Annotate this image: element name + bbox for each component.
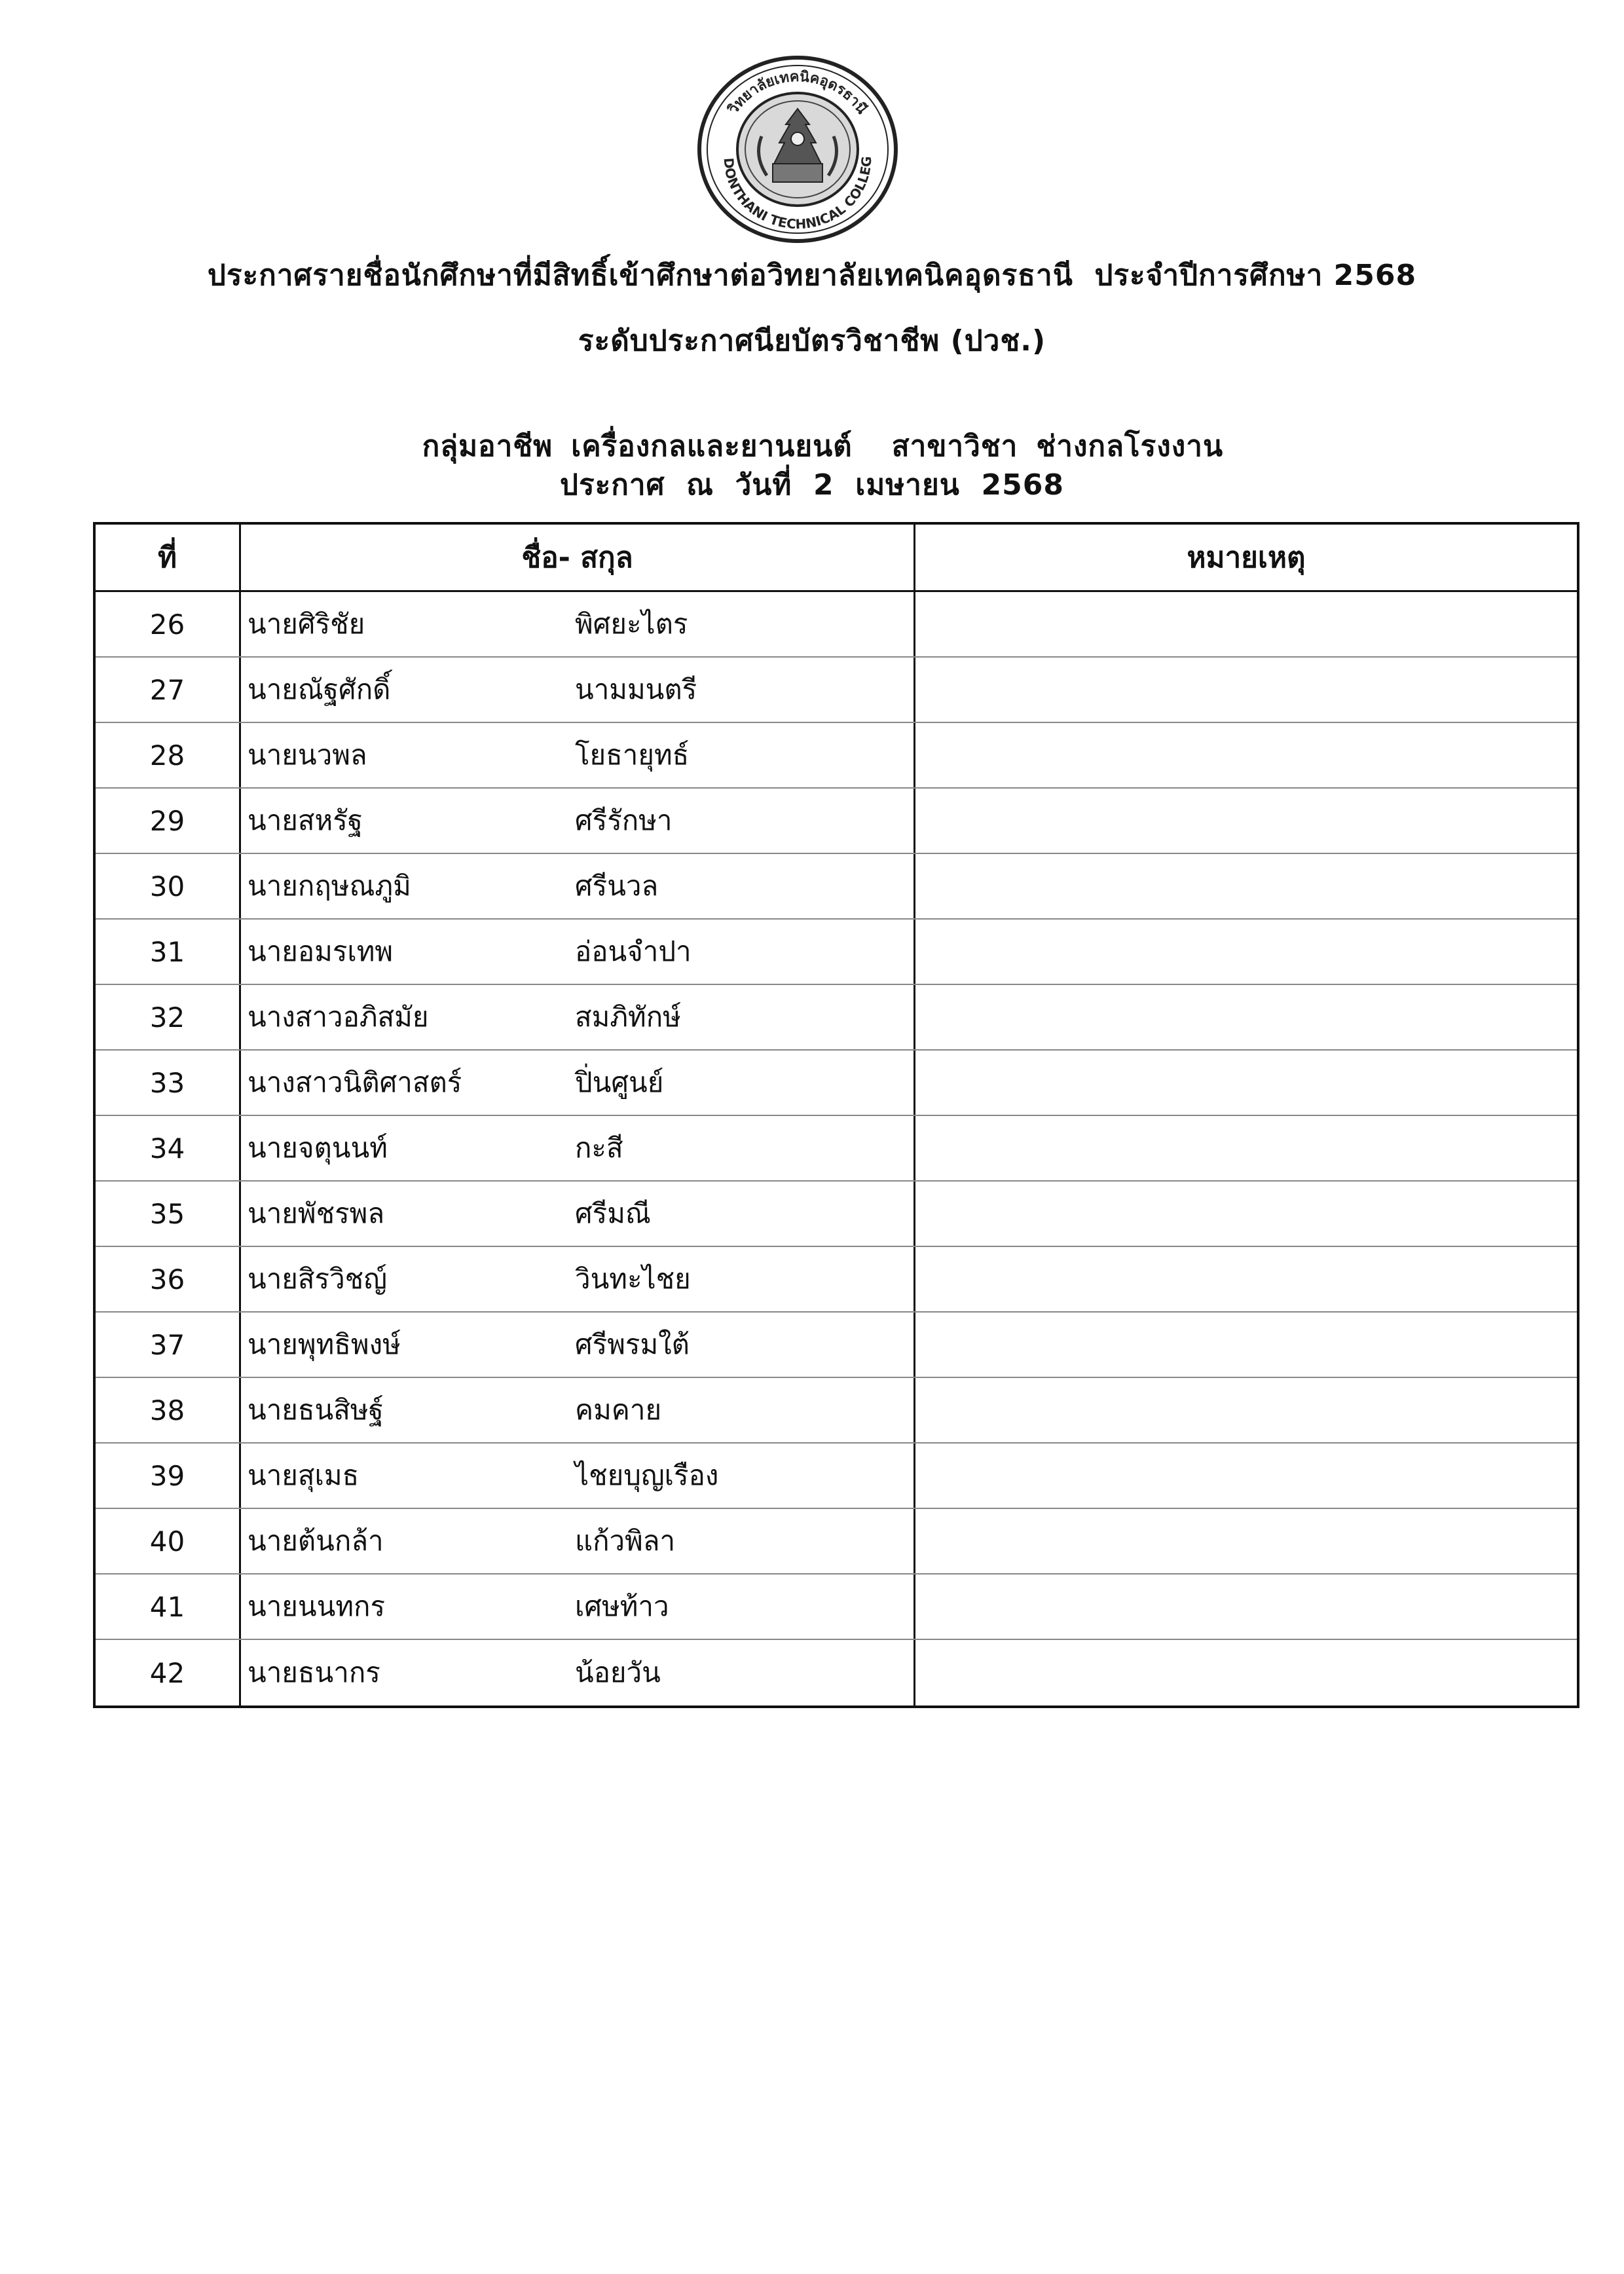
student-first-name: นายสิรวิชญ์: [248, 1263, 387, 1295]
student-first-name: นายนวพล: [248, 739, 367, 771]
student-name-cell: [241, 1575, 915, 1639]
student-last-name: น้อยวัน: [575, 1656, 661, 1688]
student-name-cell: [241, 1182, 915, 1246]
row-number: 41: [96, 1575, 241, 1639]
student-last-name: คมคาย: [575, 1394, 662, 1426]
education-level: ระดับประกาศนียบัตรวิชาชีพ (ปวช.): [578, 324, 1046, 358]
svg-text:วิทยาลัยเทคนิคอุดรธานี: วิทยาลัยเทคนิคอุดรธานี: [725, 68, 870, 117]
student-first-name: นายสุเมธ: [248, 1459, 360, 1491]
remark-cell: [915, 854, 1577, 918]
student-first-name: นายอมรเทพ: [248, 935, 394, 967]
student-last-name: ศรีนวล: [575, 870, 659, 902]
student-last-name: ปิ่นศูนย์: [575, 1066, 664, 1098]
remark-cell: [915, 1575, 1577, 1639]
student-name-cell: [241, 1444, 915, 1508]
remark-cell: [915, 985, 1577, 1049]
row-number: 29: [96, 789, 241, 853]
college-seal-icon: [693, 51, 902, 248]
row-number: 33: [96, 1051, 241, 1115]
table-row: [96, 1575, 1577, 1640]
student-last-name: สมภิทักษ์: [575, 1001, 681, 1033]
row-number: 37: [96, 1313, 241, 1377]
row-number: 34: [96, 1116, 241, 1180]
remark-cell: [915, 1116, 1577, 1180]
remark-cell: [915, 592, 1577, 656]
student-first-name: นายสหรัฐ: [248, 804, 363, 836]
student-name-cell: [241, 1116, 915, 1180]
row-number: 40: [96, 1509, 241, 1573]
remark-cell: [915, 658, 1577, 722]
row-number: 42: [96, 1640, 241, 1706]
table-row: [96, 1116, 1577, 1182]
table-row: [96, 1182, 1577, 1247]
table-row: [96, 723, 1577, 789]
table-row: [96, 920, 1577, 985]
row-number: 38: [96, 1378, 241, 1442]
remark-cell: [915, 1247, 1577, 1311]
student-last-name: ศรีรักษา: [575, 804, 673, 836]
student-first-name: นายนนทกร: [248, 1590, 385, 1622]
column-header-remark: หมายเหตุ: [1187, 541, 1306, 574]
table-header: [96, 525, 1577, 592]
student-name-cell: [241, 854, 915, 918]
table-row: [96, 1509, 1577, 1575]
remark-cell: [915, 723, 1577, 787]
table-row: [96, 1378, 1577, 1444]
student-first-name: นายธนสิษฐ์: [248, 1394, 384, 1426]
student-first-name: นายต้นกล้า: [248, 1525, 384, 1557]
student-name-cell: [241, 1509, 915, 1573]
student-first-name: นางสาวนิติศาสตร์: [248, 1066, 462, 1098]
student-last-name: เศษท้าว: [575, 1590, 669, 1622]
student-name-cell: [241, 1313, 915, 1377]
announcement-title: ประกาศรายชื่อนักศึกษาที่มีสิทธิ์เข้าศึกษาต่อวิทยาลัยเทคนิคอุดรธานี ประจำปีการศึกษา 2568: [207, 259, 1417, 292]
program-line: [0, 390, 1624, 469]
student-name-cell: [241, 658, 915, 722]
table-row: [96, 592, 1577, 658]
student-name-cell: [241, 985, 915, 1049]
student-last-name: ศรีมณี: [575, 1197, 651, 1229]
student-last-name: ไชยบุญเรือง: [575, 1459, 719, 1491]
student-name-cell: [241, 920, 915, 984]
remark-cell: [915, 1182, 1577, 1246]
remark-cell: [915, 1051, 1577, 1115]
student-last-name: กะสี: [575, 1132, 623, 1164]
table-row: [96, 789, 1577, 854]
table-row: [96, 1640, 1577, 1706]
student-first-name: นายพุทธิพงษ์: [248, 1328, 401, 1360]
row-number: 30: [96, 854, 241, 918]
student-first-name: นายพัชรพล: [248, 1197, 385, 1229]
remark-cell: [915, 1444, 1577, 1508]
major-value: ช่างกลโรงงาน: [1036, 430, 1224, 463]
column-header-number: ที่: [96, 525, 241, 590]
table-body: [96, 592, 1577, 1706]
student-roster-table: [93, 522, 1579, 1708]
announcement-date: ประกาศ ณ วันที่ 2 เมษายน 2568: [560, 468, 1064, 502]
svg-text:UDONTHANI TECHNICAL COLLEGE: DONTHANI TECHNICAL COLLEG: [720, 156, 875, 233]
group-label: กลุ่มอาชีพ: [422, 430, 553, 463]
student-first-name: นายณัฐศักดิ์: [248, 673, 391, 705]
column-header-name: ชื่อ- สกุล: [241, 525, 915, 590]
student-first-name: นายกฤษณภูมิ: [248, 870, 411, 902]
row-number: 27: [96, 658, 241, 722]
remark-cell: [915, 1378, 1577, 1442]
row-number: 39: [96, 1444, 241, 1508]
remark-cell: [915, 1640, 1577, 1706]
student-last-name: แก้วพิลา: [575, 1525, 676, 1557]
table-row: [96, 985, 1577, 1051]
remark-cell: [915, 789, 1577, 853]
student-last-name: นามมนตรี: [575, 673, 697, 705]
student-name-cell: [241, 1051, 915, 1115]
student-name-cell: [241, 1378, 915, 1442]
student-name-cell: [241, 723, 915, 787]
row-number: 32: [96, 985, 241, 1049]
student-last-name: ศรีพรมใต้: [575, 1328, 690, 1360]
table-row: [96, 658, 1577, 723]
remark-cell: [915, 1509, 1577, 1573]
group-value: เครื่องกลและยานยนต์: [571, 430, 853, 463]
row-number: 35: [96, 1182, 241, 1246]
student-first-name: นางสาวอภิสมัย: [248, 1001, 429, 1033]
student-name-cell: [241, 1247, 915, 1311]
row-number: 31: [96, 920, 241, 984]
table-row: [96, 854, 1577, 920]
student-last-name: พิศยะไตร: [575, 608, 688, 640]
major-label: สาขาวิชา: [891, 430, 1018, 463]
college-seal: [693, 51, 902, 248]
student-name-cell: [241, 592, 915, 656]
row-number: 26: [96, 592, 241, 656]
row-number: 36: [96, 1247, 241, 1311]
table-row: [96, 1247, 1577, 1313]
student-name-cell: [241, 1640, 915, 1706]
student-name-cell: [241, 789, 915, 853]
student-last-name: วินทะไชย: [575, 1263, 691, 1295]
student-last-name: โยธายุทธ์: [575, 739, 690, 771]
table-row: [96, 1051, 1577, 1116]
remark-cell: [915, 920, 1577, 984]
student-first-name: นายศิริชัย: [248, 608, 365, 640]
student-first-name: นายธนากร: [248, 1656, 380, 1688]
remark-cell: [915, 1313, 1577, 1377]
student-first-name: นายจตุนนท์: [248, 1132, 388, 1164]
student-last-name: อ่อนจำปา: [575, 935, 692, 967]
table-row: [96, 1313, 1577, 1378]
row-number: 28: [96, 723, 241, 787]
table-row: [96, 1444, 1577, 1509]
